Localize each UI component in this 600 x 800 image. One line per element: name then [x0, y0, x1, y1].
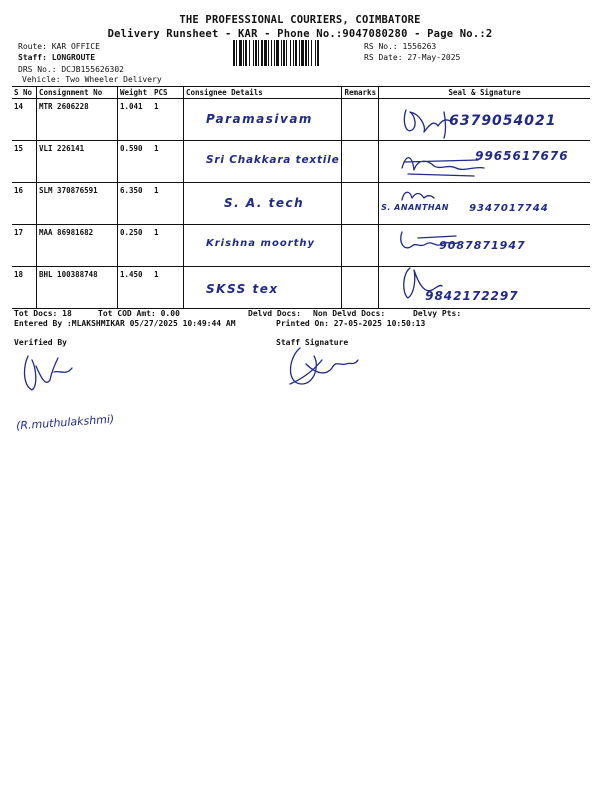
cell-consignee: [184, 267, 342, 309]
cell-consignee: [184, 225, 342, 267]
receiver-phone: 9087871947: [439, 239, 526, 252]
delivery-points: Delvy Pts:: [413, 309, 462, 318]
printed-on: Printed On: 27-05-2025 10:50:13: [276, 319, 426, 328]
table-header-row: [12, 87, 590, 99]
cell-sno: 17: [12, 225, 37, 267]
cell-remarks: [342, 99, 379, 141]
receiver-phone: 6379054021: [449, 113, 557, 129]
staff-signature-label: Staff Signature: [276, 338, 349, 347]
barcode-bar: [317, 40, 319, 66]
verified-by-label: Verified By: [14, 338, 67, 347]
table-row: [12, 141, 590, 183]
receiver-signature-3: [398, 186, 438, 206]
cell-weight: 0.250: [118, 225, 153, 267]
company-title: THE PROFESSIONAL COURIERS, COIMBATORE: [179, 14, 421, 26]
barcode-bar: [286, 40, 287, 66]
cell-weight: 1.041: [118, 99, 153, 141]
receiver-signature-4: [396, 228, 466, 258]
barcode-bar: [308, 40, 309, 66]
consignee-handwritten: SKSS tex: [206, 282, 279, 296]
table-row: [12, 99, 590, 141]
barcode-bar: [253, 40, 254, 66]
barcode-bar: [264, 40, 267, 66]
total-docs: Tot Docs: 18: [14, 309, 72, 318]
runsheet-table: [12, 86, 590, 309]
col-sno: S No: [12, 87, 37, 99]
cell-pcs: 1: [152, 183, 184, 225]
barcode-bar: [245, 40, 247, 66]
verifier-signature: [14, 350, 84, 400]
barcode-bar: [295, 40, 297, 66]
receiver-phone: 9965617676: [475, 149, 569, 163]
receiver-signature-5: [396, 264, 446, 304]
drs-number: DRS No.: DCJB155626302: [18, 65, 124, 74]
receiver-signature-2: [398, 148, 488, 184]
barcode: [232, 40, 356, 66]
runsheet-subtitle: Delivery Runsheet - KAR - Phone No.:9047080280 - Page No.:2: [107, 28, 493, 40]
consignee-handwritten: Krishna moorthy: [206, 238, 316, 249]
barcode-bar: [236, 40, 237, 66]
table-row: [12, 183, 590, 225]
barcode-bar: [290, 40, 291, 66]
cell-pcs: 1: [152, 99, 184, 141]
col-seal-signature: Seal & Signature: [379, 87, 590, 99]
total-cod-amount: Tot COD Amt: 0.00: [98, 309, 180, 318]
cell-sno: 18: [12, 267, 37, 309]
staff-signature: [280, 340, 360, 395]
delivered-docs: Delvd Docs:: [248, 309, 301, 318]
cell-sno: 15: [12, 141, 37, 183]
col-weight: Weight: [118, 87, 153, 99]
barcode-bar: [305, 40, 307, 66]
barcode-bar: [299, 40, 300, 66]
cell-consignee: [184, 141, 342, 183]
cell-consignment: MTR 2606228: [37, 99, 118, 141]
cell-pcs: 1: [152, 141, 184, 183]
cell-consignment: BHL 100388748: [37, 267, 118, 309]
barcode-bar: [268, 40, 269, 66]
cell-consignee: [184, 183, 342, 225]
vehicle-label: Vehicle: Two Wheeler Delivery: [22, 75, 162, 84]
cell-pcs: 1: [152, 225, 184, 267]
barcode-bar: [243, 40, 244, 66]
barcode-bar: [261, 40, 263, 66]
barcode-bar: [293, 40, 294, 66]
barcode-bar: [301, 40, 304, 66]
cell-consignee: [184, 99, 342, 141]
barcode-bar: [239, 40, 242, 66]
cell-remarks: [342, 267, 379, 309]
barcode-bar: [255, 40, 257, 66]
receiver-phone: 9842172297: [425, 289, 519, 303]
cell-weight: 0.590: [118, 141, 153, 183]
verifier-name-handwritten: (R.muthulakshmi): [15, 412, 115, 433]
receiver-phone: 9347017744: [469, 203, 549, 214]
cell-sno: 16: [12, 183, 37, 225]
cell-remarks: [342, 225, 379, 267]
barcode-bar: [311, 40, 312, 66]
rs-number: RS No.: 1556263: [364, 42, 437, 51]
table-row: [12, 225, 590, 267]
receiver-name: S. ANANTHAN: [381, 203, 449, 212]
barcode-bar: [271, 40, 272, 66]
cell-sno: 14: [12, 99, 37, 141]
barcode-bar: [274, 40, 275, 66]
cell-remarks: [342, 183, 379, 225]
cell-consignment: SLM 370876591: [37, 183, 118, 225]
barcode-bar: [233, 40, 235, 66]
col-remarks: Remarks: [342, 87, 379, 99]
col-pcs: PCS: [152, 87, 184, 99]
barcode-bar: [315, 40, 316, 66]
barcode-bar: [281, 40, 282, 66]
rs-date: RS Date: 27-May-2025: [364, 53, 461, 62]
consignee-handwritten: Sri Chakkara textile: [206, 154, 340, 166]
col-consignee: Consignee Details: [184, 87, 342, 99]
barcode-bar: [283, 40, 285, 66]
consignee-handwritten: Paramasivam: [206, 112, 313, 126]
non-delivered-docs: Non Delvd Docs:: [313, 309, 386, 318]
entered-by: Entered By :MLAKSHMIKAR 05/27/2025 10:49:44 AM: [14, 319, 236, 328]
cell-pcs: 1: [152, 267, 184, 309]
barcode-bar: [276, 40, 279, 66]
cell-consignment: VLI 226141: [37, 141, 118, 183]
cell-weight: 6.350: [118, 183, 153, 225]
col-consignment: Consignment No: [37, 87, 118, 99]
table-row: [12, 267, 590, 309]
cell-remarks: [342, 141, 379, 183]
consignee-handwritten: S. A. tech: [224, 196, 305, 210]
cell-weight: 1.450: [118, 267, 153, 309]
barcode-bar: [249, 40, 250, 66]
staff-label: Staff: LONGROUTE: [18, 53, 96, 62]
receiver-signature-1: [400, 104, 460, 144]
cell-consignment: MAA 86981682: [37, 225, 118, 267]
barcode-bar: [258, 40, 259, 66]
route-label: Route: KAR OFFICE: [18, 42, 100, 51]
